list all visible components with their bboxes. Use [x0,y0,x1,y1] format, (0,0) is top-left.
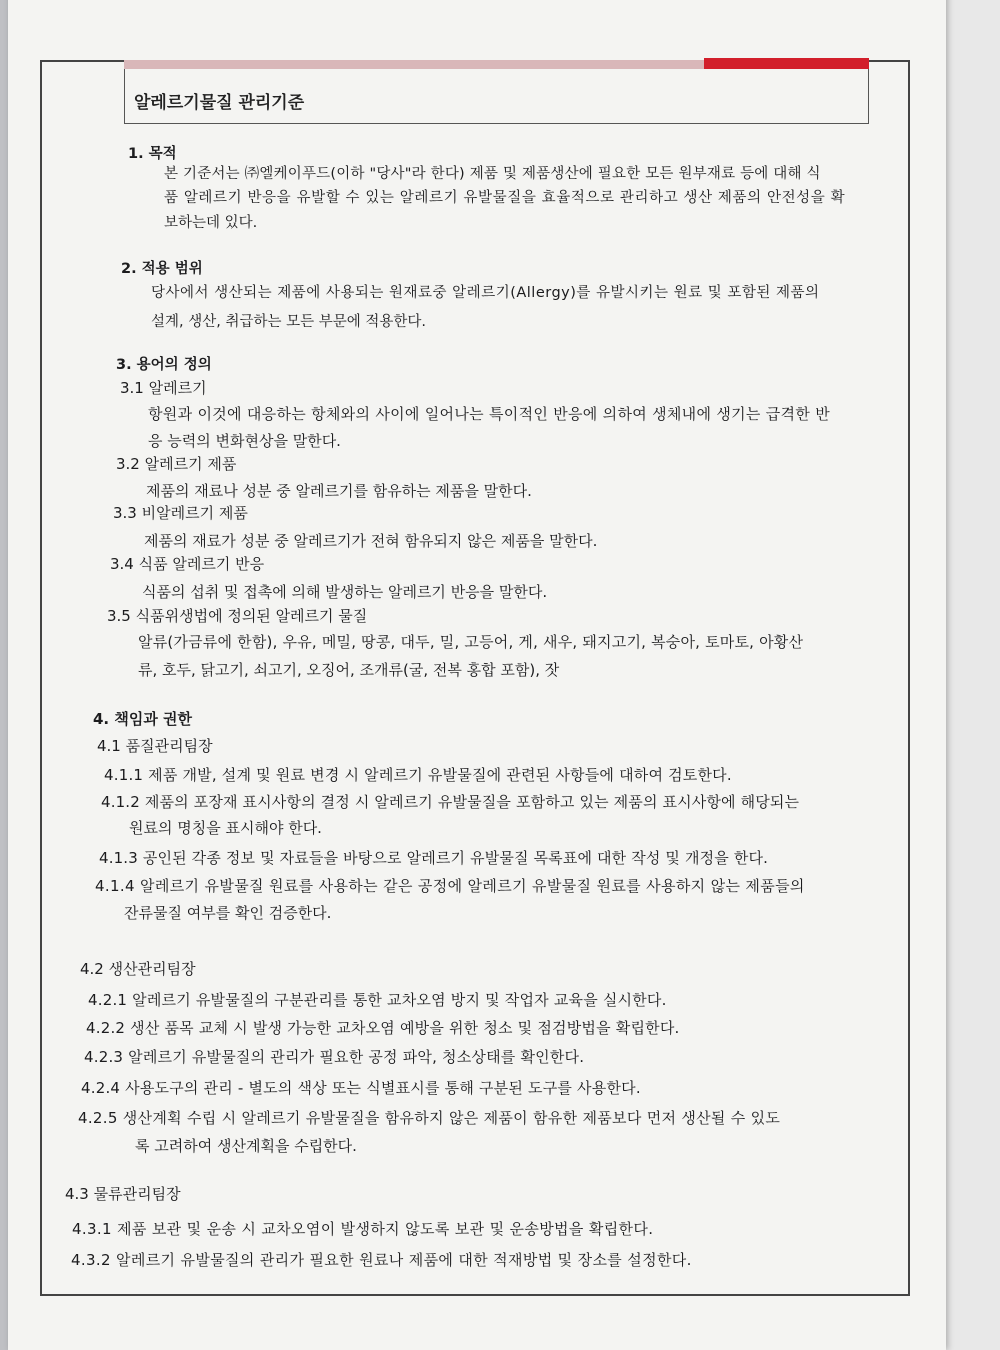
section-4-1-4-line-1: 4.1.4 알레르기 유발물질 원료를 사용하는 같은 공정에 알레르기 유발물질 원료를 사용하지 않는 제품들의 [95,877,805,895]
section-4-2-3: 4.2.3 알레르기 유발물질의 관리가 필요한 공정 파악, 청소상태를 확인한다. [84,1048,585,1066]
section-3-1-heading: 3.1 알레르기 [120,379,207,397]
section-1-body-line-1: 본 기준서는 ㈜엘케이푸드(이하 "당사"라 한다) 제품 및 제품생산에 필요한 모든 원부재료 등에 대해 식 [164,166,821,182]
section-3-4-heading: 3.4 식품 알레르기 반응 [110,555,265,573]
section-4-heading: 4. 책임과 권한 [93,710,193,728]
section-3-5-body-line-1: 알류(가금류에 한함), 우유, 메밀, 땅콩, 대두, 밀, 고등어, 게, 새우, 돼지고기, 복숭아, 토마토, 아황산 [138,633,804,651]
section-3-1-body-line-1: 항원과 이것에 대응하는 항체와의 사이에 일어나는 특이적인 반응에 의하여 생체내에 생기는 급격한 반 [148,405,831,423]
header-bar-red [704,58,869,69]
section-4-2-1: 4.2.1 알레르기 유발물질의 구분관리를 통한 교차오염 방지 및 작업자 교육을 실시한다. [88,991,667,1009]
section-1-body-line-2: 품 알레르기 반응을 유발할 수 있는 알레르기 유발물질을 효율적으로 관리하고 생산 제품의 안전성을 확 [164,190,846,206]
section-4-1-1: 4.1.1 제품 개발, 설계 및 원료 변경 시 알레르기 유발물질에 관련된 사항들에 대하여 검토한다. [104,766,732,784]
section-4-1-heading: 4.1 품질관리팀장 [97,737,213,755]
document-title: 알레르기물질 관리기준 [134,93,305,113]
section-4-2-4: 4.2.4 사용도구의 관리 - 별도의 색상 또는 식별표시를 통해 구분된 도구를 사용한다. [81,1079,641,1097]
section-3-heading: 3. 용어의 정의 [116,357,212,373]
section-3-1-body-line-2: 응 능력의 변화현상을 말한다. [148,432,341,450]
section-4-3-1: 4.3.1 제품 보관 및 운송 시 교차오염이 발생하지 않도록 보관 및 운송방법을 확립한다. [72,1220,654,1238]
section-3-5-heading: 3.5 식품위생법에 정의된 알레르기 물질 [107,607,368,625]
header-bar-pink [124,60,704,69]
section-2-heading: 2. 적용 범위 [121,261,203,277]
section-4-1-2-line-2: 원료의 명칭을 표시해야 한다. [129,819,322,837]
section-1-body-line-3: 보하는데 있다. [164,215,258,231]
section-4-3-heading: 4.3 물류관리팀장 [65,1185,181,1203]
section-4-2-2: 4.2.2 생산 품목 교체 시 발생 가능한 교차오염 예방을 위한 청소 및 점검방법을 확립한다. [86,1019,680,1037]
section-1-heading: 1. 목적 [128,146,177,162]
section-4-3-2: 4.3.2 알레르기 유발물질의 관리가 필요한 원료나 제품에 대한 적재방법 및 장소를 설정한다. [71,1251,692,1269]
adjacent-page-edge [944,0,1000,1350]
section-3-3-heading: 3.3 비알레르기 제품 [113,504,248,522]
section-4-2-5-line-1: 4.2.5 생산계획 수립 시 알레르기 유발물질을 함유하지 않은 제품이 함유한 제품보다 먼저 생산될 수 있도 [78,1109,781,1127]
section-3-5-body-line-2: 류, 호두, 닭고기, 쇠고기, 오징어, 조개류(굴, 전복 홍합 포함), 잣 [138,661,560,679]
section-4-1-3: 4.1.3 공인된 각종 정보 및 자료들을 바탕으로 알레르기 유발물질 목록표에 대한 작성 및 개정을 한다. [99,849,769,867]
section-3-2-body: 제품의 재료나 성분 중 알레르기를 함유하는 제품을 말한다. [146,482,532,500]
section-4-1-2-line-1: 4.1.2 제품의 포장재 표시사항의 결정 시 알레르기 유발물질을 포함하고 있는 제품의 표시사항에 해당되는 [101,793,800,811]
section-4-2-5-line-2: 록 고려하여 생산계획을 수립한다. [135,1137,357,1155]
section-3-4-body: 식품의 섭취 및 접촉에 의해 발생하는 알레르기 반응을 말한다. [142,583,548,601]
section-3-2-heading: 3.2 알레르기 제품 [116,455,237,473]
section-2-body-line-1: 당사에서 생산되는 제품에 사용되는 원재료중 알레르기(Allergy)를 유발시키는 원료 및 포함된 제품의 [151,285,820,301]
section-4-2-heading: 4.2 생산관리팀장 [80,960,196,978]
section-2-body-line-2: 설계, 생산, 취급하는 모든 부문에 적용한다. [151,314,426,330]
section-3-3-body: 제품의 재료가 성분 중 알레르기가 전혀 함유되지 않은 제품을 말한다. [144,532,598,550]
section-4-1-4-line-2: 잔류물질 여부를 확인 검증한다. [124,904,332,922]
